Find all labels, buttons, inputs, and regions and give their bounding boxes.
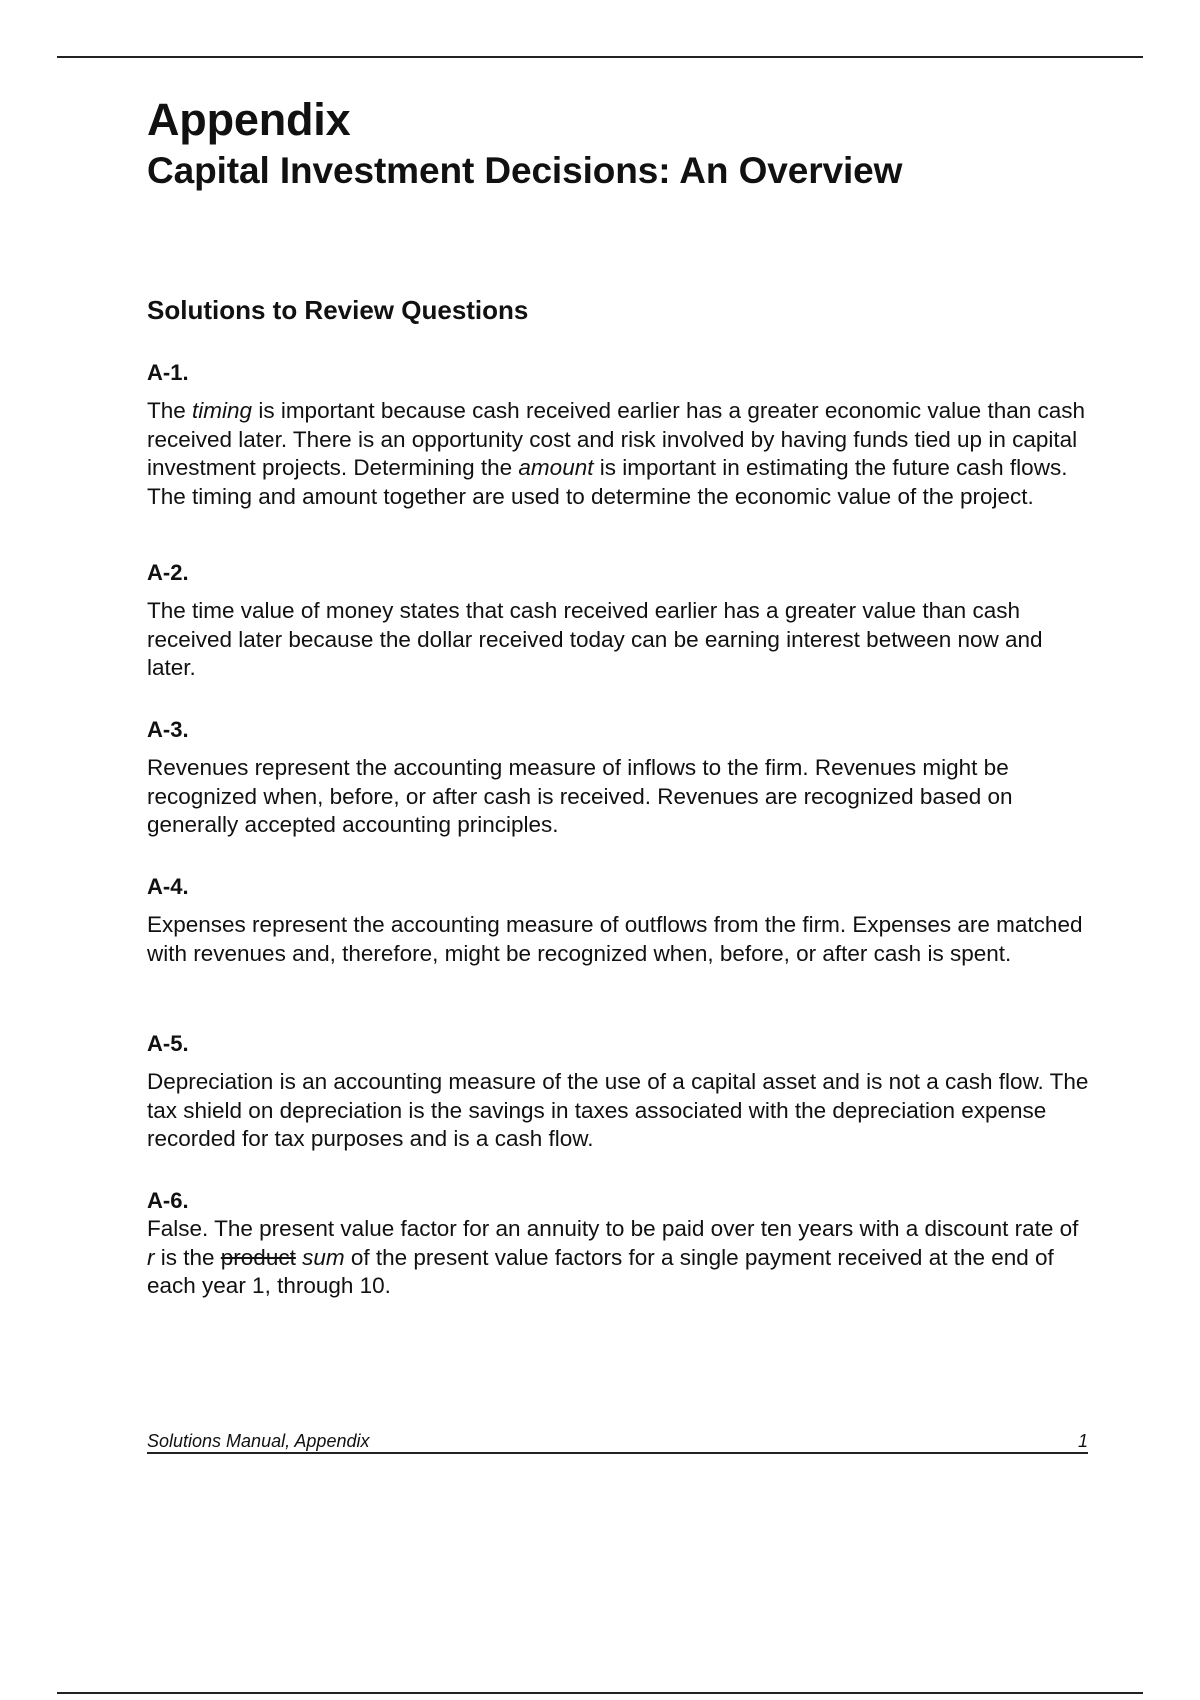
section-heading: Solutions to Review Questions [147, 295, 529, 325]
bottom-rule [57, 1692, 1143, 1694]
page-content [147, 92, 1092, 1298]
top-rule [57, 56, 1143, 58]
answer-text-emphasis: timing [192, 398, 253, 423]
question-label: A-5. [147, 1031, 189, 1056]
question-label: A-6. [147, 1188, 189, 1213]
answer-text-part: of the present value factors for a single payment received at the end of each year 1, through 10. [147, 1244, 1054, 1298]
answer-text-part: is important because cash received earlier has a greater economic value than cash received later. There is an opportunity cost and risk involved by having funds tied up in capital investment projects. Determining the [147, 398, 1086, 480]
question-label: A-3. [147, 717, 189, 742]
answer-text-emphasis: amount [518, 455, 594, 480]
question-label: A-2. [147, 560, 189, 585]
page-title: Appendix [147, 94, 351, 145]
answer-text-emphasis: r [147, 1244, 155, 1270]
answer-text: Revenues represent the accounting measure of inflows to the firm. Revenues might be recognized when, before, or after cash is received. Revenues are recognized based on generally accepted accounting principles. [147, 755, 1013, 837]
question-a3 [147, 716, 1092, 840]
answer-text: The time value of money states that cash received earlier has a greater value than cash received later because the dollar received today can be earning interest between now and later. [147, 598, 1043, 680]
answer-text-part: False. The present value factor for an annuity to be paid over ten years with a discount rate of [147, 1216, 1079, 1241]
question-a4 [147, 873, 1092, 968]
answer-text: Expenses represent the accounting measure of outflows from the firm. Expenses are matched with revenues and, therefore, might be recognized when, before, or after cash is spent. [147, 912, 1083, 966]
answer-text: Depreciation is an accounting measure of the use of a capital asset and is not a cash flow. The tax shield on depreciation is the savings in taxes associated with the depreciation expense recorded for tax purposes and is a cash flow. [147, 1069, 1089, 1151]
answer-text-part: is the [154, 1244, 221, 1270]
page-subtitle: Capital Investment Decisions: An Overview [147, 150, 903, 191]
question-a1 [147, 359, 1092, 511]
question-a2 [147, 559, 1092, 683]
answer-text-emphasis: sum [302, 1244, 345, 1270]
question-label: A-1. [147, 360, 189, 385]
question-a6 [147, 1187, 1092, 1301]
footer-title: Solutions Manual, Appendix [147, 1431, 370, 1451]
question-a5 [147, 1030, 1092, 1154]
page-footer [147, 1430, 1088, 1454]
question-label: A-4. [147, 874, 189, 899]
answer-text [147, 1215, 1092, 1301]
answer-text-part: is important in estimating the future cash flows. The timing and amount together are used to determine the economic value of the project. [147, 455, 1068, 509]
answer-text-part: The [147, 398, 193, 423]
page-number: 1 [1077, 1431, 1088, 1451]
answer-text-struck: product [220, 1244, 296, 1270]
answer-text [147, 397, 1092, 511]
